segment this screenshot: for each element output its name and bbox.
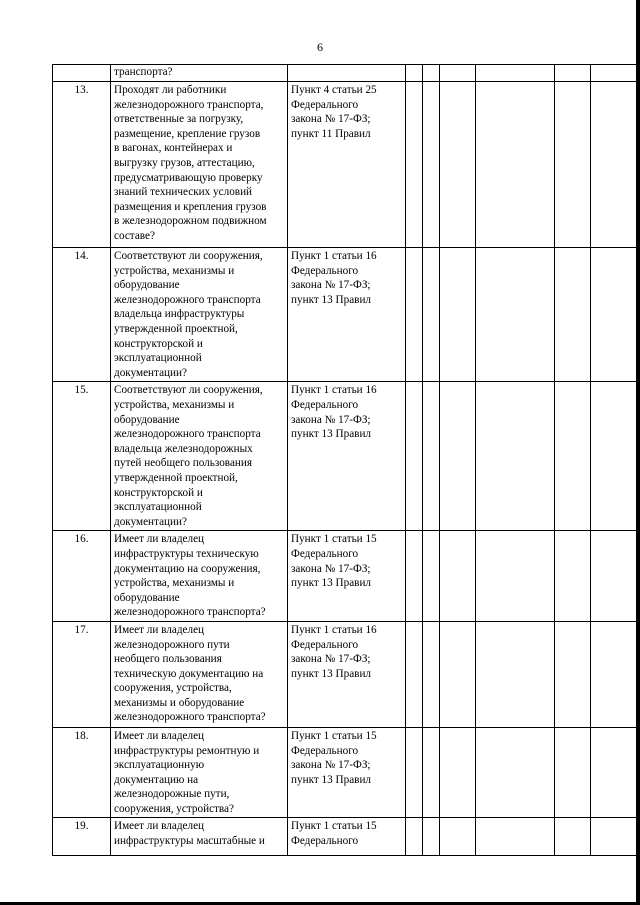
- table-row: [53, 531, 640, 622]
- row-number: 15.: [53, 382, 111, 531]
- answer-cell: [440, 621, 476, 727]
- answer-cell: [423, 248, 440, 382]
- answer-cell: [423, 818, 440, 856]
- table-row: [53, 727, 640, 818]
- legal-reference-cell: Пункт 1 статьи 16 Федерального закона № 17-ФЗ; пункт 13 Правил: [288, 382, 406, 531]
- answer-cell: [406, 531, 423, 622]
- answer-cell: [476, 818, 555, 856]
- answer-cell: [591, 621, 640, 727]
- answer-cell: [555, 82, 591, 248]
- row-number: 18.: [53, 727, 111, 818]
- answer-cell: [591, 531, 640, 622]
- answer-cell: [476, 248, 555, 382]
- answer-cell: [591, 82, 640, 248]
- answer-cell: [423, 382, 440, 531]
- table-row: [53, 382, 640, 531]
- answer-cell: [591, 65, 640, 82]
- answer-cell: [476, 727, 555, 818]
- table-row: [53, 621, 640, 727]
- answer-cell: [555, 621, 591, 727]
- inspection-checklist-table: [52, 64, 640, 856]
- answer-cell: [476, 621, 555, 727]
- row-number: 17.: [53, 621, 111, 727]
- legal-reference-cell: Пункт 1 статьи 15 Федерального закона № 17-ФЗ; пункт 13 Правил: [288, 727, 406, 818]
- answer-cell: [406, 382, 423, 531]
- table-row: [53, 818, 640, 856]
- question-cell: Соответствуют ли сооружения, устройства, механизмы и оборудование железнодорожного транспорта владельца железнодорожных путей необщего пользования утвержденной проектной, конструкторской и эксплуатационной документации?: [111, 382, 288, 531]
- answer-cell: [406, 727, 423, 818]
- answer-cell: [555, 531, 591, 622]
- answer-cell: [555, 818, 591, 856]
- legal-reference-cell: Пункт 1 статьи 16 Федерального закона № 17-ФЗ; пункт 13 Правил: [288, 621, 406, 727]
- legal-reference-cell: Пункт 1 статьи 16 Федерального закона № 17-ФЗ; пункт 13 Правил: [288, 248, 406, 382]
- scan-edge: [636, 0, 640, 905]
- answer-cell: [476, 382, 555, 531]
- answer-cell: [423, 65, 440, 82]
- answer-cell: [476, 82, 555, 248]
- answer-cell: [555, 382, 591, 531]
- answer-cell: [591, 382, 640, 531]
- answer-cell: [440, 382, 476, 531]
- answer-cell: [423, 531, 440, 622]
- answer-cell: [591, 248, 640, 382]
- answer-cell: [406, 621, 423, 727]
- row-number: 14.: [53, 248, 111, 382]
- page-number: 6: [317, 40, 323, 54]
- row-number: [53, 65, 111, 82]
- answer-cell: [555, 727, 591, 818]
- answer-cell: [591, 727, 640, 818]
- answer-cell: [423, 82, 440, 248]
- answer-cell: [555, 65, 591, 82]
- answer-cell: [440, 818, 476, 856]
- answer-cell: [423, 727, 440, 818]
- answer-cell: [440, 248, 476, 382]
- answer-cell: [476, 531, 555, 622]
- row-number: 19.: [53, 818, 111, 856]
- answer-cell: [406, 82, 423, 248]
- answer-cell: [591, 818, 640, 856]
- answer-cell: [476, 65, 555, 82]
- answer-cell: [440, 727, 476, 818]
- table-row: [53, 65, 640, 82]
- legal-reference-cell: Пункт 4 статьи 25 Федерального закона № 17-ФЗ; пункт 11 Правил: [288, 82, 406, 248]
- question-cell: Имеет ли владелец инфраструктуры масштабные и: [111, 818, 288, 856]
- row-number: 13.: [53, 82, 111, 248]
- question-cell: Соответствуют ли сооружения, устройства, механизмы и оборудование железнодорожного транспорта владельца инфраструктуры утвержденной проектной, конструкторской и эксплуатационной документации?: [111, 248, 288, 382]
- question-cell: Имеет ли владелец инфраструктуры ремонтную и эксплуатационную документацию на железнодорожные пути, сооружения, устройства?: [111, 727, 288, 818]
- question-cell: Проходят ли работники железнодорожного транспорта, ответственные за погрузку, размещение, крепление грузов в вагонах, контейнерах и выгрузку грузов, аттестацию, предусматривающую проверку знаний технических условий размещения и крепления грузов в железнодорожном подвижном составе?: [111, 82, 288, 248]
- table-row: [53, 248, 640, 382]
- question-cell: Имеет ли владелец железнодорожного пути необщего пользования техническую документацию на сооружения, устройства, механизмы и оборудование железнодорожного транспорта?: [111, 621, 288, 727]
- answer-cell: [406, 248, 423, 382]
- answer-cell: [423, 621, 440, 727]
- table-row: [53, 82, 640, 248]
- answer-cell: [406, 818, 423, 856]
- question-cell: транспорта?: [111, 65, 288, 82]
- legal-reference-cell: Пункт 1 статьи 15 Федерального: [288, 818, 406, 856]
- answer-cell: [406, 65, 423, 82]
- legal-reference-cell: [288, 65, 406, 82]
- answer-cell: [440, 65, 476, 82]
- row-number: 16.: [53, 531, 111, 622]
- legal-reference-cell: Пункт 1 статьи 15 Федерального закона № 17-ФЗ; пункт 13 Правил: [288, 531, 406, 622]
- answer-cell: [555, 248, 591, 382]
- answer-cell: [440, 82, 476, 248]
- answer-cell: [440, 531, 476, 622]
- question-cell: Имеет ли владелец инфраструктуры техническую документацию на сооружения, устройства, механизмы и оборудование железнодорожного транспорта?: [111, 531, 288, 622]
